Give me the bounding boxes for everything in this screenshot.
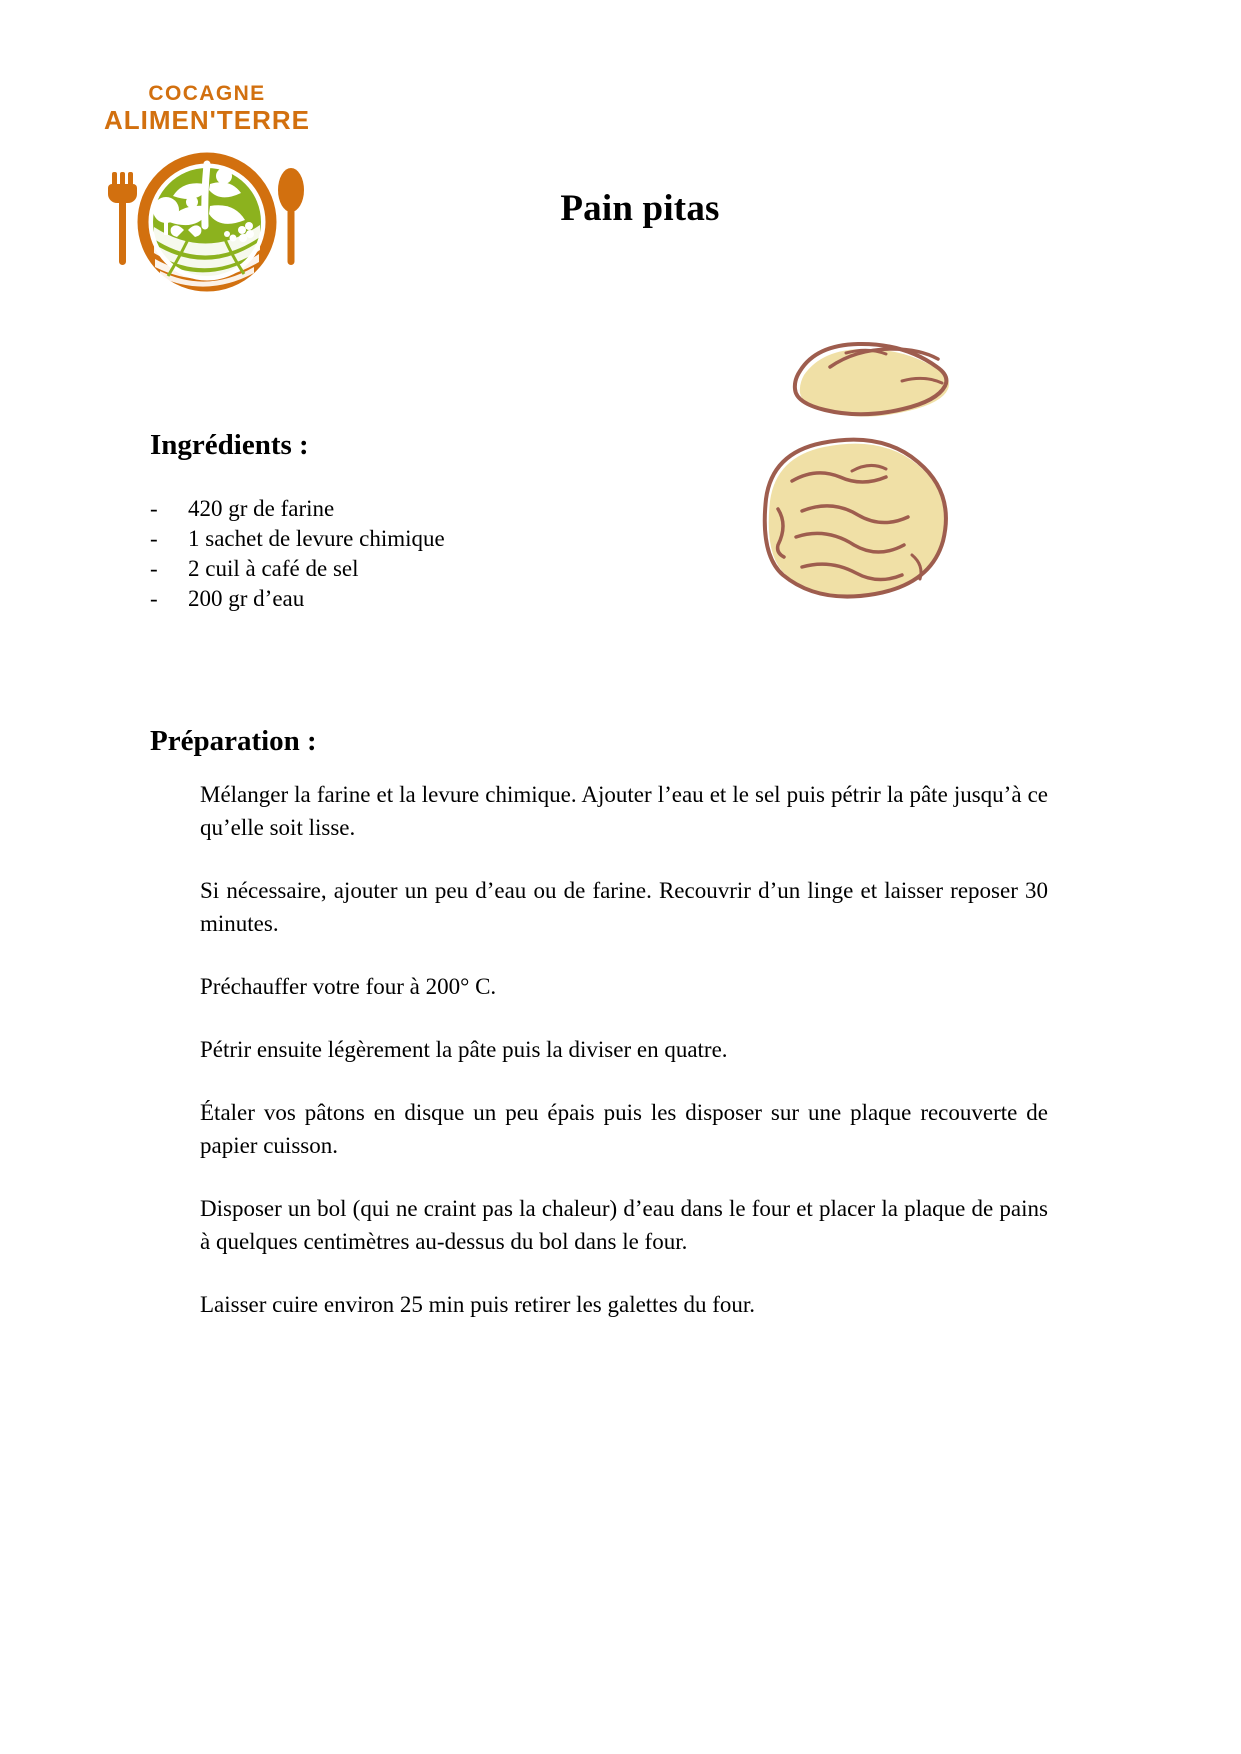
preparation-step: Disposer un bol (qui ne craint pas la chaleur) d’eau dans le four et placer la plaque de pains à quelques centimètres au-dessus du bol dans le four. [200, 1196, 1048, 1254]
logo-text-cocagne: COCAGNE [148, 82, 266, 105]
preparation-steps [200, 778, 1048, 1321]
ingredient-text: 420 gr de farine [188, 496, 335, 521]
list-bullet: - [150, 586, 158, 611]
list-item [150, 494, 710, 524]
preparation-step: Mélanger la farine et la levure chimique. Ajouter l’eau et le sel puis pétrir la pâte jusqu’à ce qu’elle soit lisse. [200, 782, 1048, 840]
list-bullet: - [150, 496, 158, 521]
preparation-step: Laisser cuire environ 25 min puis retirer les galettes du four. [200, 1292, 756, 1317]
fork-icon [108, 172, 137, 265]
preparation-step: Étaler vos pâtons en disque un peu épais puis les disposer sur une plaque recouverte de papier cuisson. [200, 1100, 1048, 1158]
ingredients-list [150, 494, 710, 614]
preparation-step: Préchauffer votre four à 200° C. [200, 974, 497, 999]
page-title: Pain pitas [560, 187, 720, 229]
preparation-heading: Préparation : [150, 725, 317, 758]
plate-emblem [143, 158, 271, 287]
ingredient-text: 1 sachet de levure chimique [188, 526, 445, 551]
list-item [150, 584, 710, 614]
logo-text-alimenterre: ALIMEN'TERRE [104, 105, 310, 135]
preparation-step: Si nécessaire, ajouter un peu d’eau ou de farine. Recouvrir d’un linge et laisser reposer 30 minutes. [200, 878, 1048, 936]
ingredient-text: 2 cuil à café de sel [188, 556, 359, 581]
pita-top [795, 344, 949, 417]
list-item [150, 554, 710, 584]
ingredients-heading: Ingrédients : [150, 429, 309, 462]
cocagne-alimenterre-logo [100, 72, 315, 292]
list-item [150, 524, 710, 554]
pita-bottom [765, 440, 946, 597]
spoon-icon [278, 168, 304, 265]
ingredient-text: 200 gr d’eau [188, 586, 305, 611]
preparation-step: Pétrir ensuite légèrement la pâte puis la diviser en quatre. [200, 1037, 728, 1062]
list-bullet: - [150, 556, 158, 581]
list-bullet: - [150, 526, 158, 551]
